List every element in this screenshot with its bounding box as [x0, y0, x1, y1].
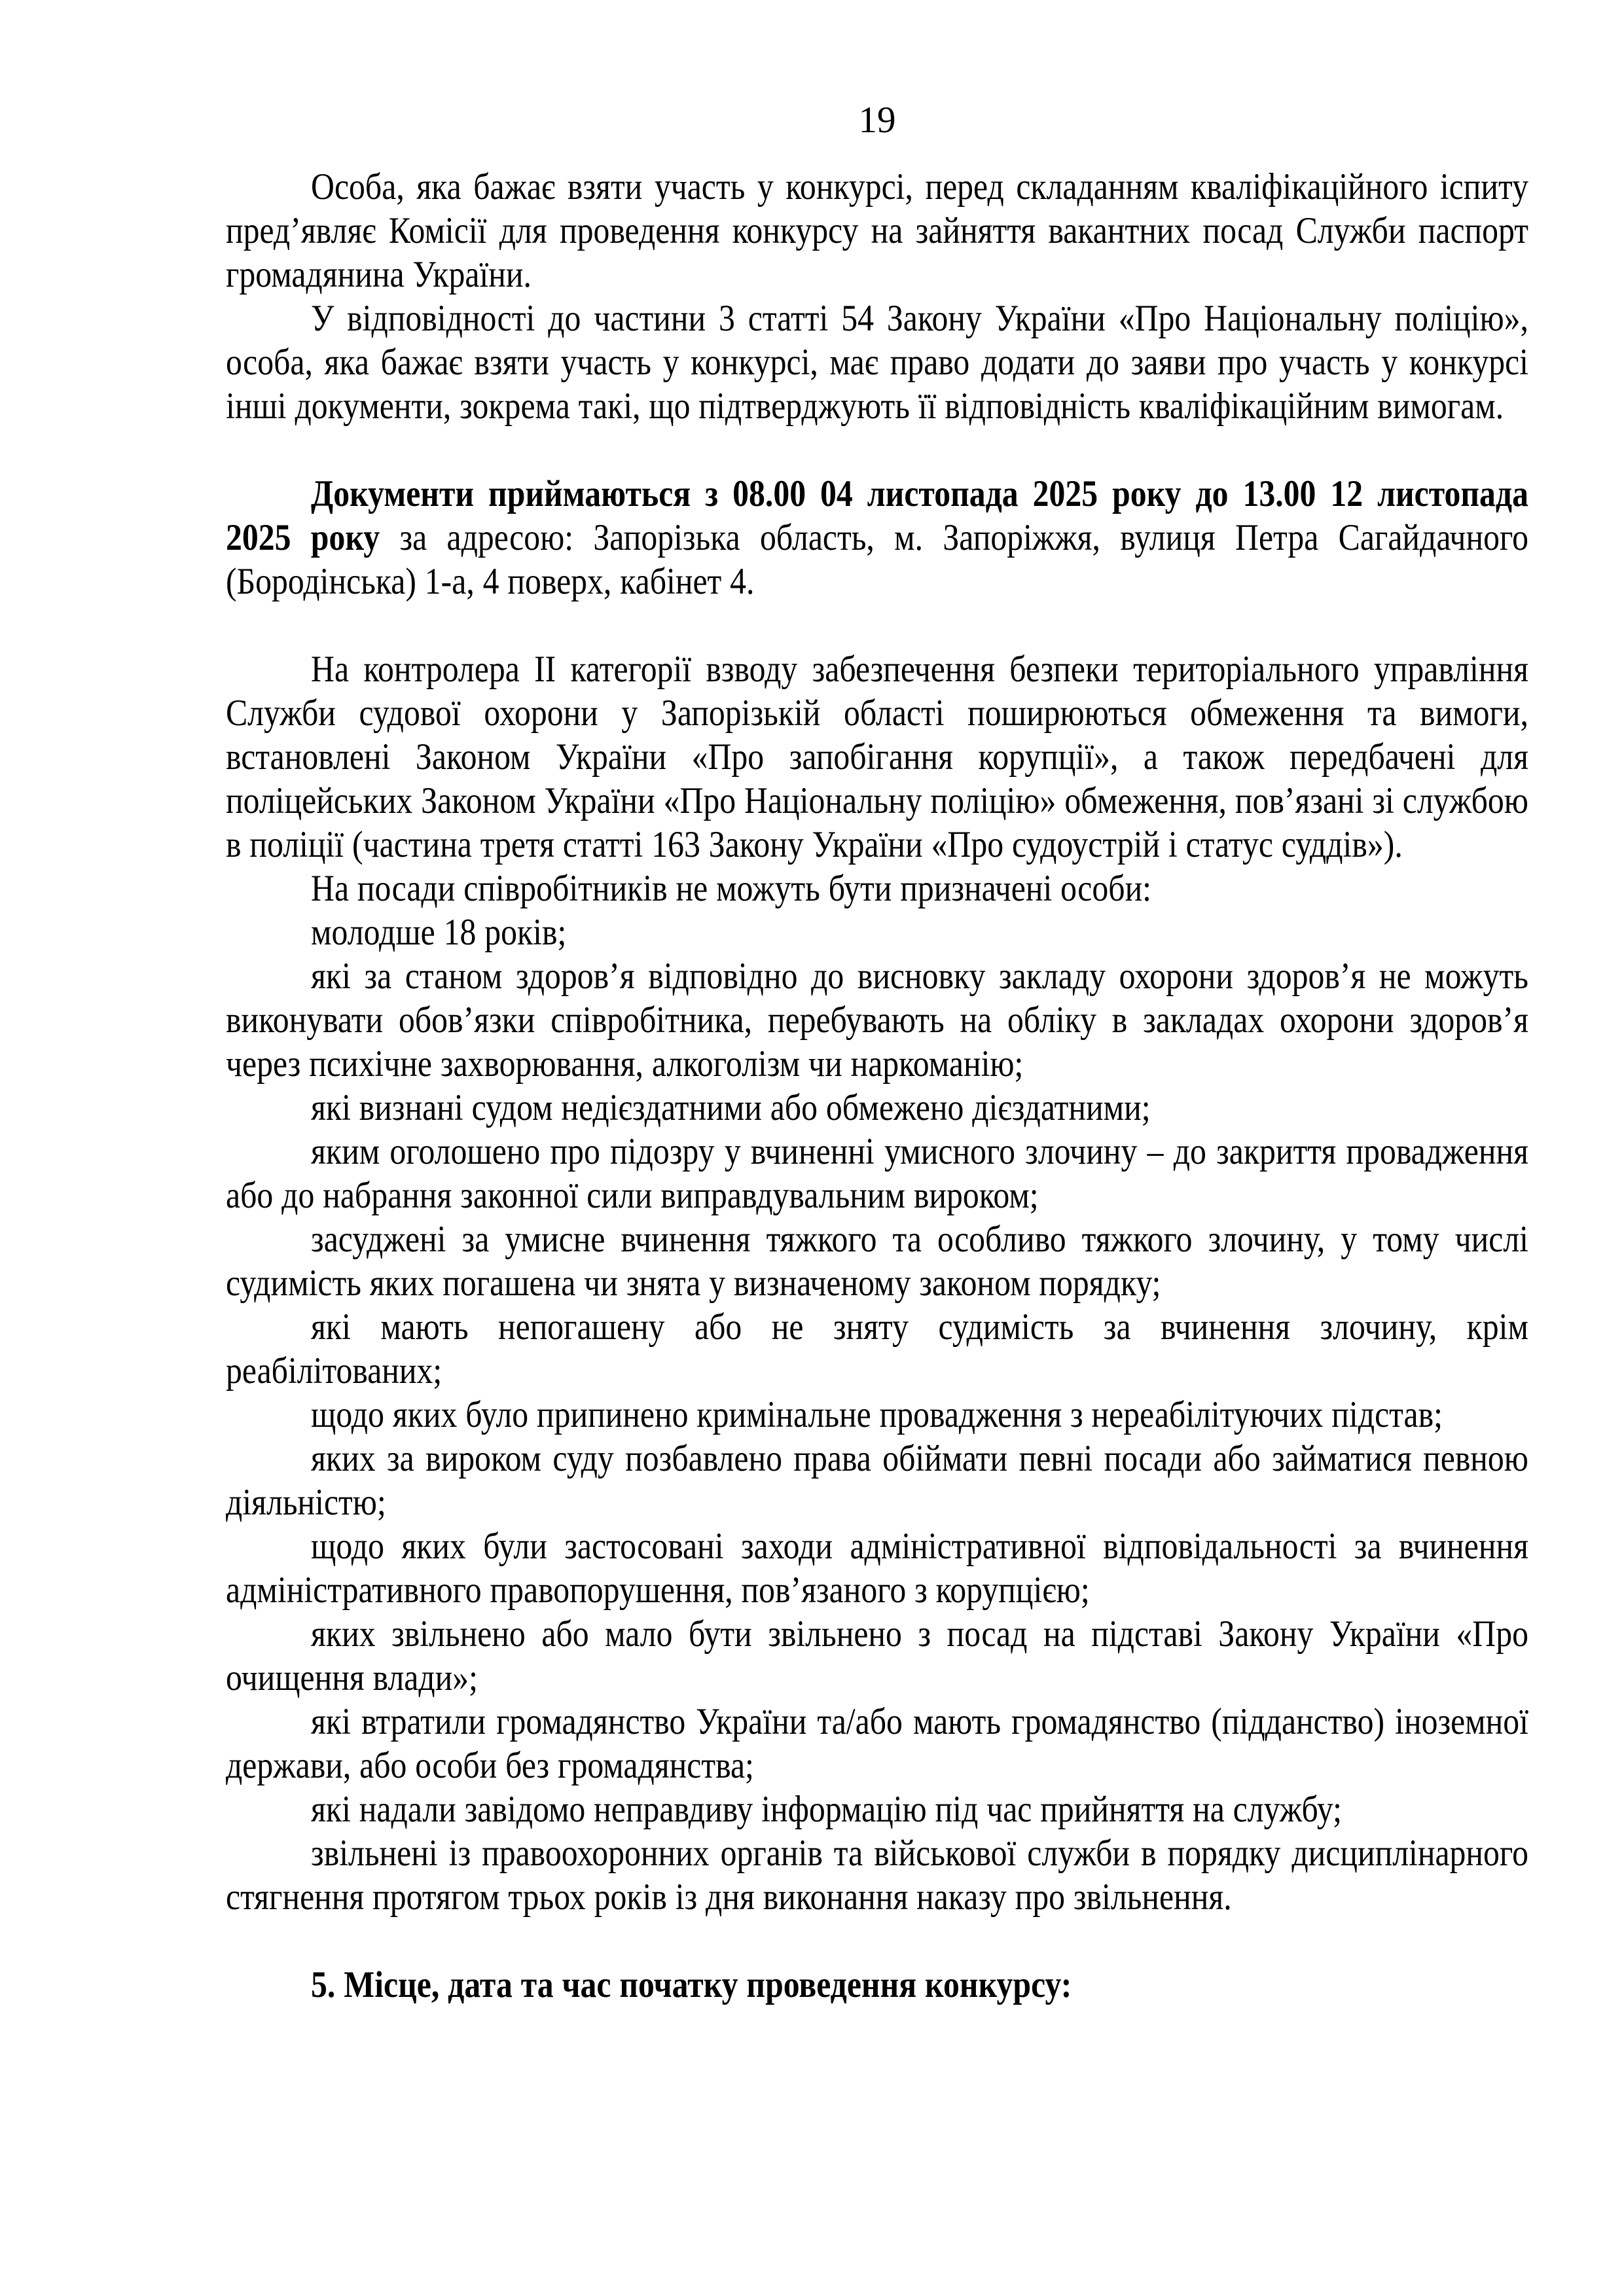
- text-run: які за станом здоров’я відповідно до висновку закладу охорони здоров’я не можуть виконувати обов’язки співробітника, перебувають на обліку в закладах охорони здоров’я через психічне захворювання, алкоголізм чи наркоманію;: [226, 956, 1528, 1085]
- paragraph: [226, 1393, 1528, 1437]
- text-run: На посади співробітників не можуть бути призначені особи:: [311, 868, 1152, 909]
- paragraph: [226, 1086, 1528, 1130]
- text-run: засуджені за умисне вчинення тяжкого та особливо тяжкого злочину, у тому числі судимість яких погашена чи знята у визначеному законом порядку;: [226, 1219, 1528, 1304]
- blank-line: [226, 603, 1528, 647]
- text-run: за адресою: Запорізька область, м. Запоріжжя, вулиця Петра Сагайдачного (Бородінська) 1-а, 4 поверх, кабінет 4.: [226, 517, 1528, 602]
- paragraph: [226, 910, 1528, 954]
- paragraph: [226, 1963, 1528, 2007]
- paragraph: [226, 1130, 1528, 1217]
- blank-line: [226, 1919, 1528, 1963]
- text-run: На контролера ІІ категорії взводу забезпечення безпеки територіального управління Служби судової охорони у Запорізькій області поширюються обмеження та вимоги, встановлені Законом України «Про запобігання корупції», а також передбачені для поліцейських Законом України «Про Національну поліцію» обмеження, пов’язані зі службою в поліції (частина третя статті 163 Закону України «Про судоустрій і статус суддів»).: [226, 649, 1528, 865]
- paragraph: [226, 1700, 1528, 1787]
- paragraph: [226, 1831, 1528, 1919]
- blank-line: [226, 428, 1528, 472]
- paragraph-list: [226, 165, 1528, 2007]
- paragraph: [226, 647, 1528, 867]
- paragraph: [226, 867, 1528, 910]
- bold-text-run: 5. Місце, дата та час початку проведення конкурсу:: [311, 1964, 1072, 2005]
- paragraph: [226, 1524, 1528, 1612]
- paragraph: [226, 1305, 1528, 1393]
- text-run: яких звільнено або мало бути звільнено з посад на підставі Закону України «Про очищення влади»;: [226, 1613, 1528, 1698]
- document-body: [226, 165, 1528, 2007]
- text-run: У відповідності до частини 3 статті 54 Закону України «Про Національну поліцію», особа, яка бажає взяти участь у конкурсі, має право додати до заяви про участь у конкурсі інші документи, зокрема такі, що підтверджують її відповідність кваліфікаційним вимогам.: [226, 298, 1528, 427]
- text-run: які втратили громадянство України та/або мають громадянство (підданство) іноземної держави, або особи без громадянства;: [226, 1701, 1528, 1786]
- paragraph: [226, 296, 1528, 428]
- text-run: які надали завідомо неправдиву інформацію під час прийняття на службу;: [311, 1789, 1342, 1830]
- text-run: щодо яких були застосовані заходи адміністративної відповідальності за вчинення адміністративного правопорушення, пов’язаного з корупцією;: [226, 1526, 1528, 1611]
- paragraph: [226, 165, 1528, 296]
- paragraph: [226, 954, 1528, 1086]
- text-run: щодо яких було припинено кримінальне провадження з нереабілітуючих підстав;: [311, 1394, 1443, 1435]
- page-number: 19: [858, 99, 896, 141]
- paragraph: [226, 1437, 1528, 1524]
- paragraph: [226, 1787, 1528, 1831]
- text-run: яким оголошено про підозру у вчиненні умисного злочину – до закриття провадження або до набрання законної сили виправдувальним вироком;: [226, 1131, 1528, 1216]
- paragraph: [226, 472, 1528, 603]
- text-run: яких за вироком суду позбавлено права обіймати певні посади або займатися певною діяльністю;: [226, 1438, 1528, 1523]
- text-run: звільнені із правоохоронних органів та військової служби в порядку дисциплінарного стягнення протягом трьох років із дня виконання наказу про звільнення.: [226, 1833, 1528, 1918]
- paragraph: [226, 1217, 1528, 1305]
- text-run: які визнані судом недієздатними або обмежено дієздатними;: [311, 1087, 1151, 1128]
- bold-text-run: Документи приймаються з 08.00 04 листопада 2025 року до 13.00 12 листопада 2025 року: [226, 473, 1528, 558]
- text-run: які мають непогашену або не зняту судимість за вчинення злочину, крім реабілітованих;: [226, 1306, 1528, 1391]
- text-run: молодше 18 років;: [311, 912, 567, 953]
- text-run: Особа, яка бажає взяти участь у конкурсі, перед складанням кваліфікаційного іспиту пред’являє Комісії для проведення конкурсу на зайняття вакантних посад Служби паспорт громадянина України.: [226, 166, 1528, 295]
- paragraph: [226, 1612, 1528, 1700]
